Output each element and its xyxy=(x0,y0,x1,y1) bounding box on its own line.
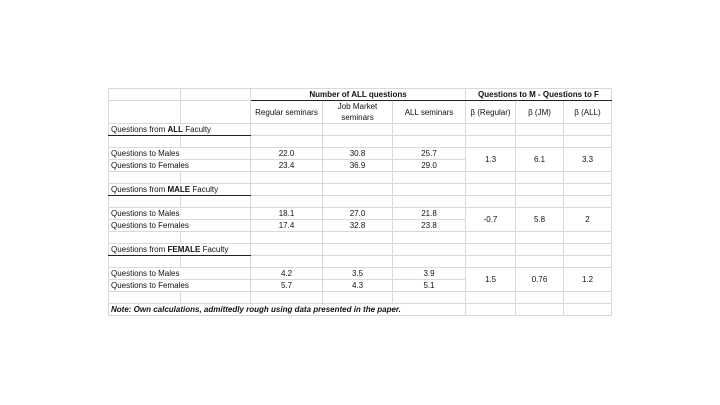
col-header-jm: Job Market seminars xyxy=(323,101,393,124)
col-header-beta-all: β (ALL) xyxy=(564,101,612,124)
row-label: Questions to Females xyxy=(109,220,251,232)
table-row xyxy=(109,208,612,220)
row-label: Questions to Males xyxy=(109,268,251,280)
section-title-row xyxy=(109,244,612,256)
cell-value: 3.9 xyxy=(393,268,466,280)
cell-value: 22.0 xyxy=(251,148,323,160)
section-title: Questions from ALL Faculty xyxy=(109,124,251,136)
table-note: Note: Own calculations, admittedly rough using data presented in the paper. xyxy=(109,304,466,316)
section-title: Questions from MALE Faculty xyxy=(109,184,251,196)
cell-value: 5.1 xyxy=(393,280,466,292)
beta-value: 0.76 xyxy=(516,268,564,292)
col-header-regular: Regular seminars xyxy=(251,101,323,124)
table-row xyxy=(109,268,612,280)
beta-value: 2 xyxy=(564,208,612,232)
cell-value: 25.7 xyxy=(393,148,466,160)
beta-value: 1.2 xyxy=(564,268,612,292)
note-row xyxy=(109,304,612,316)
cell-value: 4.3 xyxy=(323,280,393,292)
col-header-all: ALL seminars xyxy=(393,101,466,124)
beta-value: 1.3 xyxy=(466,148,516,172)
cell-value: 21.8 xyxy=(393,208,466,220)
beta-value: 1.5 xyxy=(466,268,516,292)
cell-value: 5.7 xyxy=(251,280,323,292)
cell-value: 27.0 xyxy=(323,208,393,220)
beta-value: 5.8 xyxy=(516,208,564,232)
beta-value: 6.1 xyxy=(516,148,564,172)
cell-value: 36.9 xyxy=(323,160,393,172)
col-header-beta-regular: β (Regular) xyxy=(466,101,516,124)
cell-value: 4.2 xyxy=(251,268,323,280)
section-title: Questions from FEMALE Faculty xyxy=(109,244,251,256)
group-header-all: Number of ALL questions xyxy=(251,89,466,101)
cell-value: 17.4 xyxy=(251,220,323,232)
row-label: Questions to Females xyxy=(109,280,251,292)
section-title-row xyxy=(109,124,612,136)
spacer-row xyxy=(109,136,612,148)
cell-value: 3.5 xyxy=(323,268,393,280)
row-label: Questions to Males xyxy=(109,208,251,220)
spacer-row xyxy=(109,196,612,208)
spacer-row xyxy=(109,172,612,184)
spacer-row xyxy=(109,256,612,268)
data-table xyxy=(108,88,612,316)
beta-value: -0.7 xyxy=(466,208,516,232)
row-label: Questions to Males xyxy=(109,148,251,160)
group-header-row xyxy=(109,89,612,101)
beta-value: 3.3 xyxy=(564,148,612,172)
spacer-row xyxy=(109,292,612,304)
cell-value: 30.8 xyxy=(323,148,393,160)
group-header-diff: Questions to M - Questions to F xyxy=(466,89,612,101)
spacer-row xyxy=(109,232,612,244)
cell-value: 18.1 xyxy=(251,208,323,220)
cell-value: 29.0 xyxy=(393,160,466,172)
row-label: Questions to Females xyxy=(109,160,251,172)
column-header-row xyxy=(109,101,612,124)
cell-value: 23.8 xyxy=(393,220,466,232)
table-row xyxy=(109,148,612,160)
section-title-row xyxy=(109,184,612,196)
col-header-beta-jm: β (JM) xyxy=(516,101,564,124)
cell-value: 23.4 xyxy=(251,160,323,172)
cell-value: 32.8 xyxy=(323,220,393,232)
